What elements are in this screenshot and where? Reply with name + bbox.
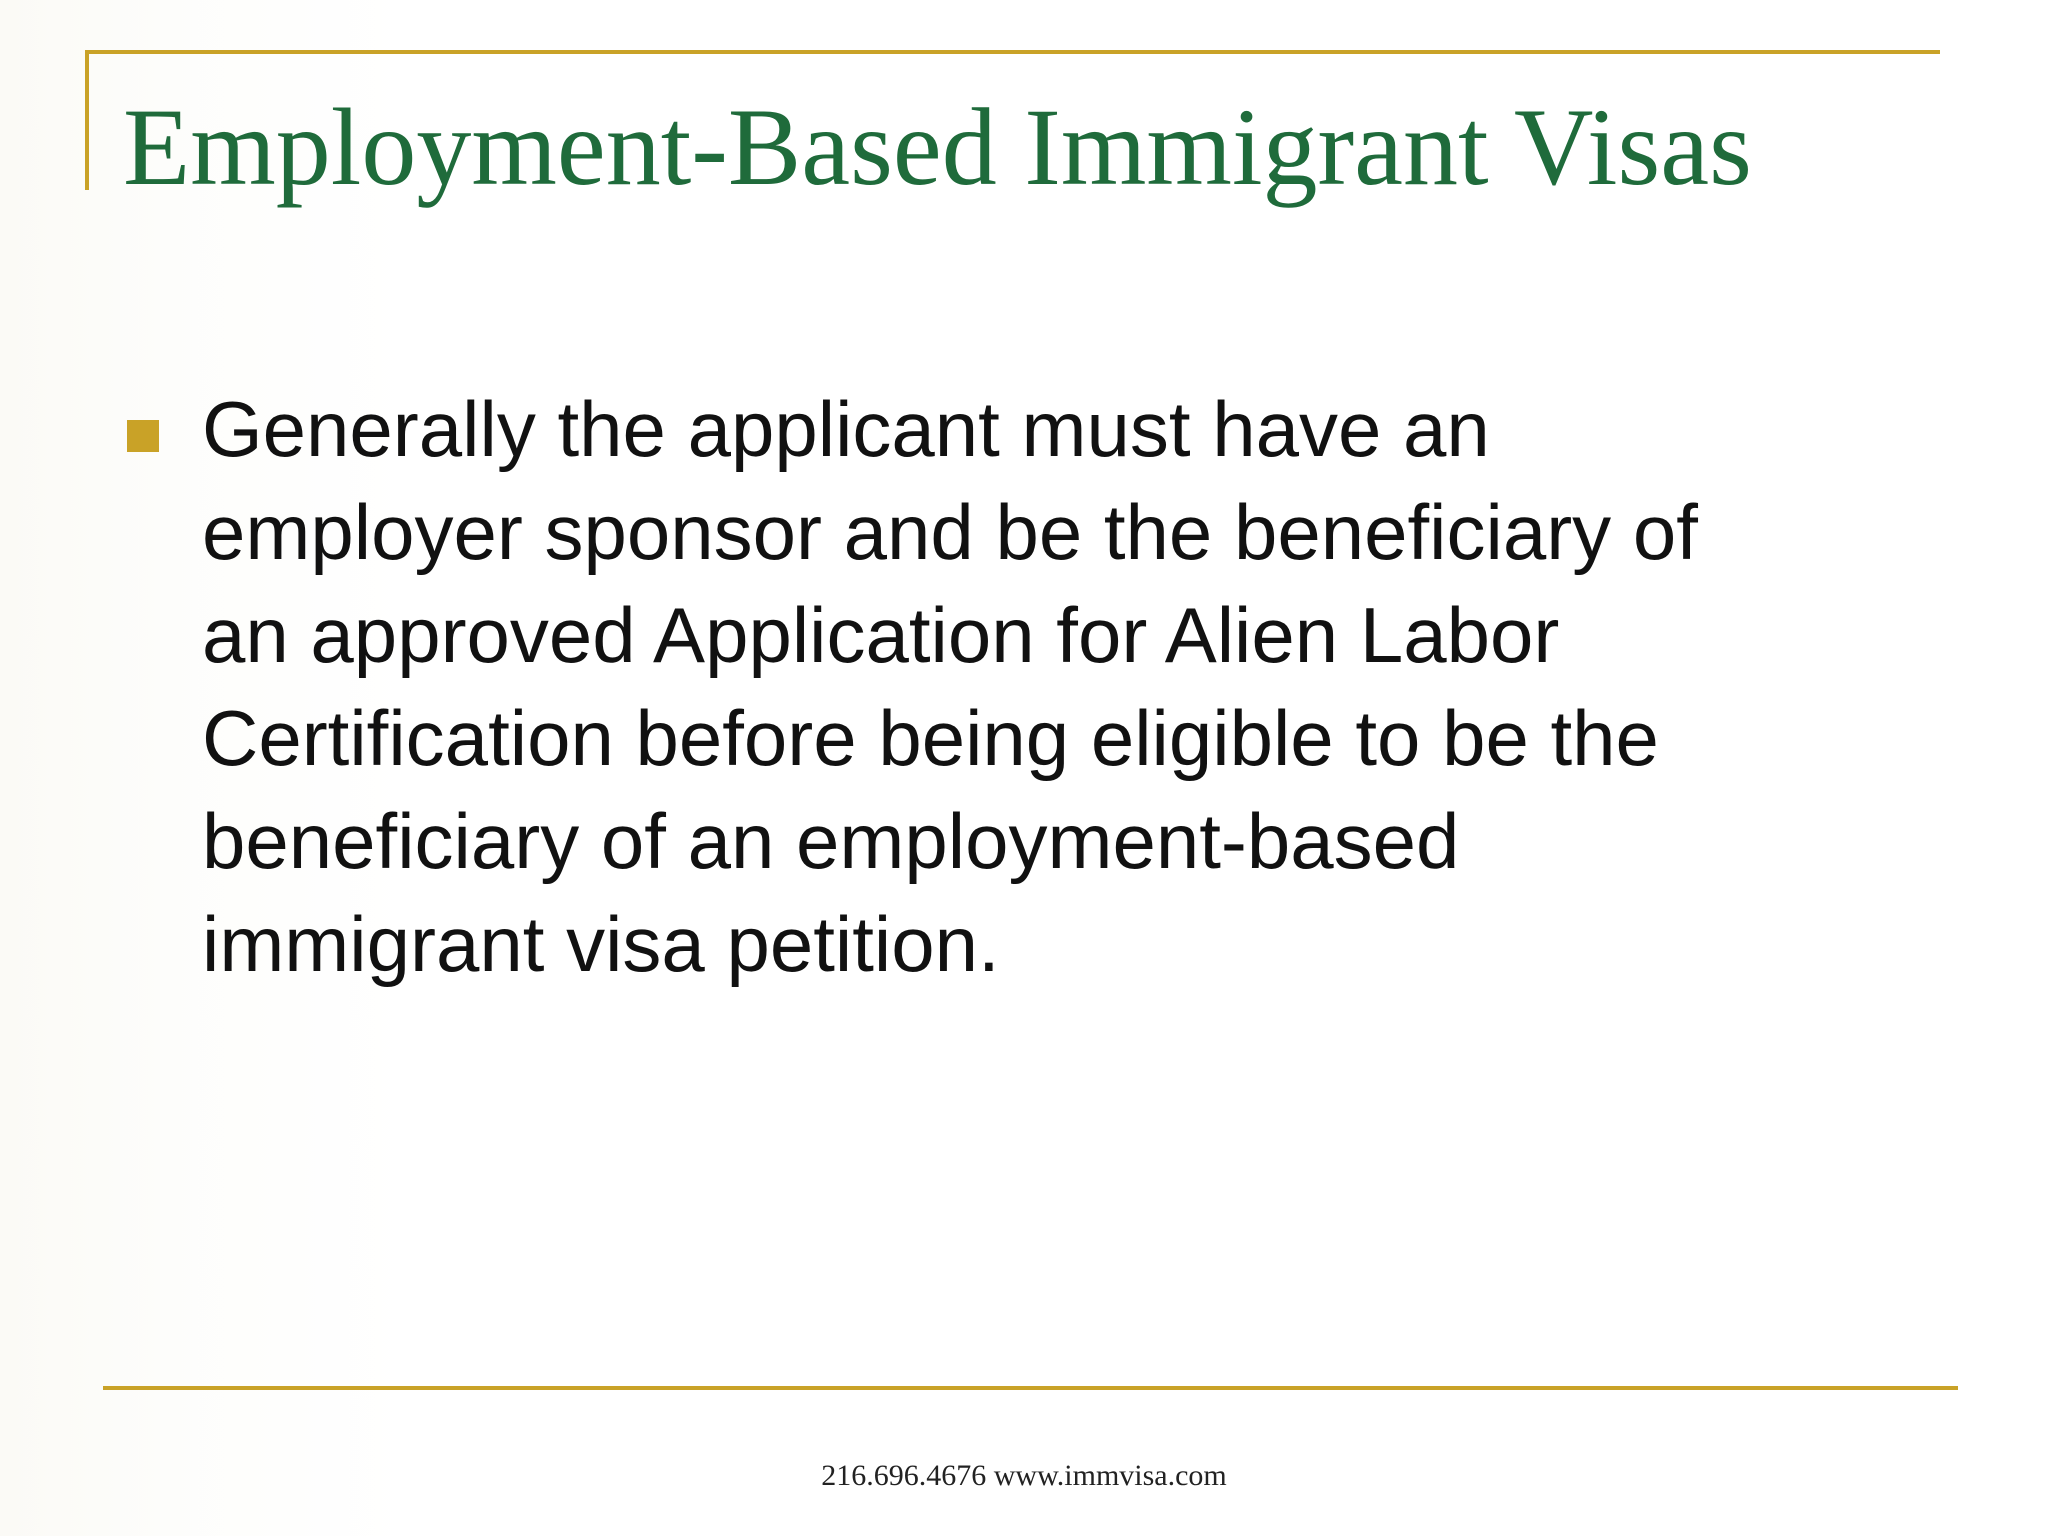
top-accent-line [85,50,1940,54]
square-bullet-icon [127,420,159,452]
left-accent-line [85,50,89,190]
bullet-text: Generally the applicant must have an employer sponsor and be the beneficiary of an approved Application for Alien Labor Certification before being eligible to be the beneficiary of an employment-based immigrant visa petition. [202,385,1698,988]
slide-title: Employment-Based Immigrant Visas [123,86,1752,208]
footer-contact: 216.696.4676 www.immvisa.com [821,1459,1227,1492]
bottom-accent-line [103,1386,1958,1390]
